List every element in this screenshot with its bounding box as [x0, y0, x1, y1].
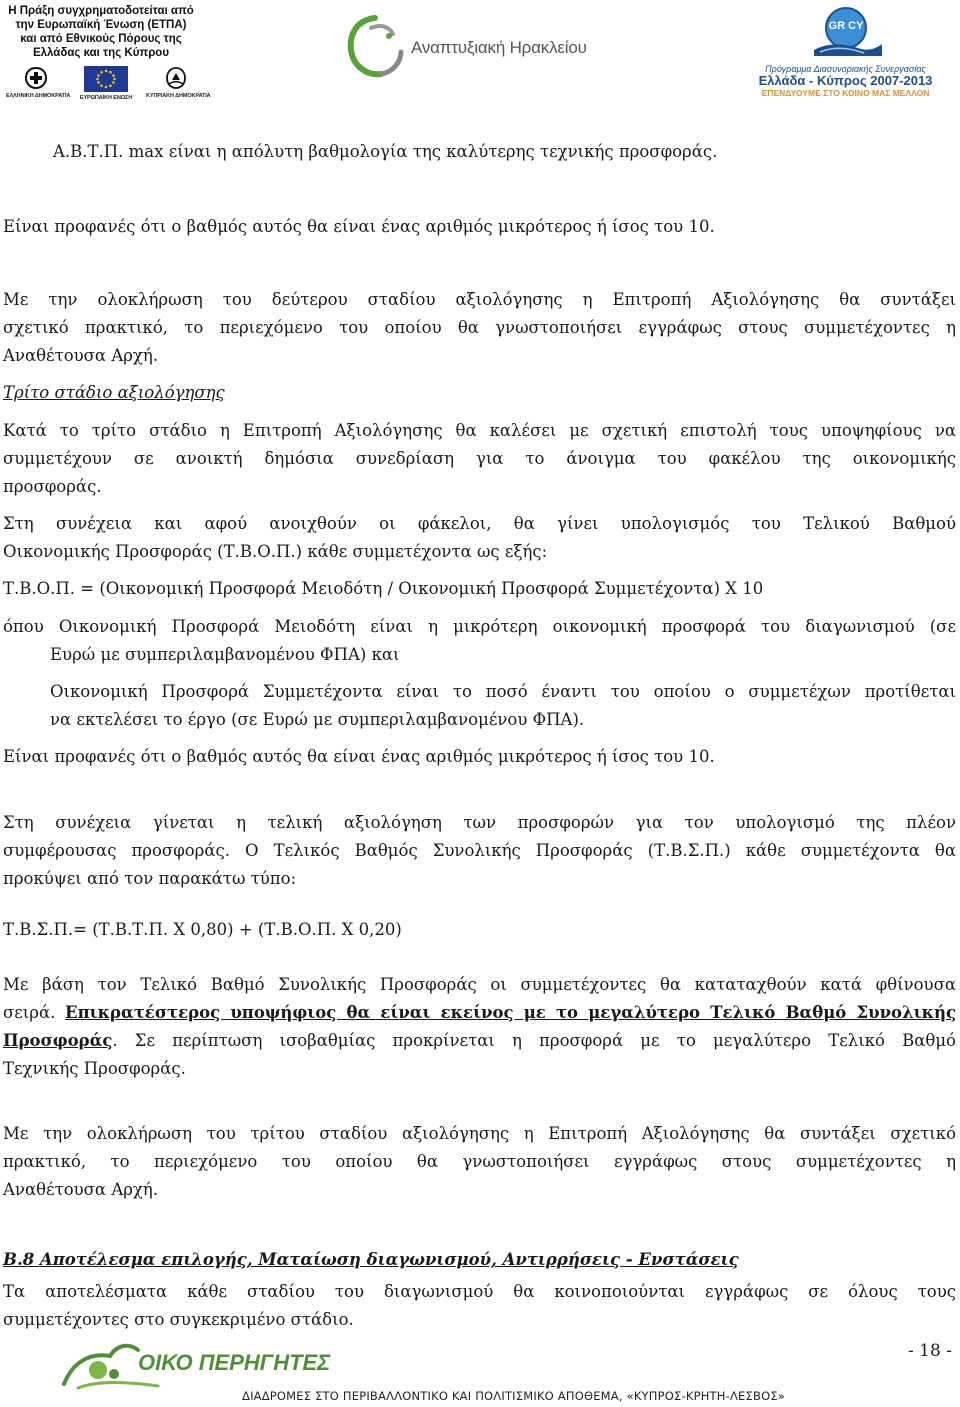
- flag-caption-gr: ΕΛΛΗΝΙΚΗ ΔΗΜΟΚΡΑΤΙΑ: [6, 93, 71, 99]
- eu-funding-text: Η Πράξη συγχρηματοδοτείται από την Ευρωπαϊκή Ένωση (ΕΤΠΑ) και από Εθνικούς Πόρους της Ελλάδας και της Κύπρου: [8, 5, 194, 59]
- program-badge-text: GR CY: [828, 20, 864, 32]
- paragraph-score-bound-2: Είναι προφανές ότι ο βαθμός αυτός θα είναι ένας αριθμός μικρότερος ή ίσος του 10.: [3, 747, 715, 766]
- paragraph-final-evaluation: Στη συνέχεια γίνεται η τελική αξιολόγηση των προσφορών για τον υπολογισμό της πλέον συμφέρουσας προσφοράς. Ο Τελικός Βαθμός Συνολικής Προσφοράς (Τ.Β.Σ.Π.) κάθε συμμετέχοντα θα προκύψει από τον παρακάτω τύπο:: [3, 813, 956, 888]
- program-title: Ελλάδα - Κύπρος 2007-2013: [758, 73, 933, 88]
- section-b8-heading: Β.8 Αποτέλεσμα επιλογής, Ματαίωση διαγωνισμού, Αντιρρήσεις - Ενστάσεις: [3, 1250, 739, 1269]
- page-number: - 18 -: [908, 1341, 952, 1361]
- program-subtitle: Πρόγραμμα Διασυνοριακής Συνεργασίας: [765, 64, 926, 74]
- formula-tbsp: Τ.Β.Σ.Π.= (Τ.Β.Τ.Π. Χ 0,80) + (Τ.Β.Ο.Π. Χ 0,20): [3, 920, 402, 939]
- flag-caption-cy: ΚΥΠΡΙΑΚΗ ΔΗΜΟΚΡΑΤΙΑ: [146, 93, 211, 99]
- dev-logo-text: Αναπτυξιακή Ηρακλείου: [411, 38, 587, 57]
- footer-title: ΔΙΑΔΡΟΜΕΣ ΣΤΟ ΠΕΡΙΒΑΛΛΟΝΤΙΚΟ ΚΑΙ ΠΟΛΙΤΙΣΜΙΚΟ ΑΠΟΘΕΜΑ, «ΚΥΠΡΟΣ-ΚΡΗΤΗ-ΛΕΣΒΟΣ»: [242, 1389, 786, 1403]
- program-slogan: ΕΠΕΝΔΥΟΥΜΕ ΣΤΟ ΚΟΙΝΟ ΜΑΣ ΜΕΛΛΟΝ: [761, 88, 930, 98]
- paragraph-score-bound-1: Είναι προφανές ότι ο βαθμός αυτός θα είναι ένας αριθμός μικρότερος ή ίσος του 10.: [3, 217, 715, 236]
- flag-caption-eu: ΕΥΡΩΠΑΪΚΗ ΕΝΩΣΗ: [79, 95, 133, 101]
- stage3-heading: Τρίτο στάδιο αξιολόγησης: [3, 383, 225, 402]
- paragraph-max-score: Α.Β.Τ.Π. max είναι η απόλυτη βαθμολογία της καλύτερης τεχνικής προσφοράς.: [53, 142, 718, 161]
- footer-logo-text: ΟΙΚΟ ΠΕΡΗΓΗΤΕΣ: [138, 1350, 331, 1375]
- definition-lowest-bid: όπου Οικονομική Προσφορά Μειοδότη είναι η μικρότερη οικονομική προσφορά του διαγωνισμού (σε Ευρώ με συμπεριλαμβανομένου ΦΠΑ) και: [3, 617, 956, 664]
- paragraph-stage2-minutes: Με την ολοκλήρωση του δεύτερου σταδίου αξιολόγησης η Επιτροπή Αξιολόγησης θα συντάξει σχετικό πρακτικό, το περιεχόμενο του οποίου θα γνωστοποιήσει εγγράφως στους συμμετέχοντες η Αναθέτουσα Αρχή.: [3, 290, 956, 365]
- oikoperigites-logo: [58, 1334, 331, 1394]
- paragraph-ranking: Με βάση τον Τελικό Βαθμό Συνολικής Προσφοράς οι συμμετέχοντες θα καταταχθούν κατά φθίνουσα σειρά. Επικρατέστερος υποψήφιος θα είναι εκείνος με το μεγαλύτερο Τελικό Βαθμό Συνολικής Προσφοράς. Σε περίπτωση ισοβαθμίας προκρίνεται η προσφορά με το μεγαλύτερο Τελικό Βαθμό Τεχνικής Προσφοράς.: [3, 975, 956, 1078]
- paragraph-stage3-invite: Κατά το τρίτο στάδιο η Επιτροπή Αξιολόγησης θα καλέσει με σχετική επιστολή τους υποψηφίους να συμμετέχουν σε ανοικτή δημόσια συνεδρίαση για το άνοιγμα του φακέλου της οικονομικής προσφοράς.: [3, 421, 956, 496]
- definition-participant-bid: Οικονομική Προσφορά Συμμετέχοντα είναι το ποσό έναντι του οποίου ο συμμετέχων προτίθεται να εκτελέσει το έργο (σε Ευρώ με συμπεριλαμβανομένου ΦΠΑ).: [50, 682, 956, 729]
- paragraph-results-notice: Τα αποτελέσματα κάθε σταδίου του διαγωνισμού θα κοινοποιούνται εγγράφως σε όλους τους συμμετέχοντες στο συγκεκριμένο στάδιο.: [3, 1282, 956, 1329]
- paragraph-tbop-intro: Στη συνέχεια και αφού ανοιχθούν οι φάκελοι, θα γίνει υπολογισμός του Τελικού Βαθμού Οικονομικής Προσφοράς (Τ.Β.Ο.Π.) κάθε συμμετέχοντα ως εξής:: [3, 514, 956, 561]
- formula-tbop: Τ.Β.Ο.Π. = (Οικονομική Προσφορά Μειοδότη / Οικονομική Προσφορά Συμμετέχοντα) Χ 10: [3, 579, 764, 598]
- paragraph-stage3-minutes: Με την ολοκλήρωση του τρίτου σταδίου αξιολόγησης η Επιτροπή Αξιολόγησης θα συντάξει σχετικό πρακτικό, το περιεχόμενο του οποίου θα γνωστοποιήσει εγγράφως στους συμμετέχοντες η Αναθέτουσα Αρχή.: [3, 1124, 956, 1199]
- oikoperigites-logo-icon: [58, 1334, 331, 1394]
